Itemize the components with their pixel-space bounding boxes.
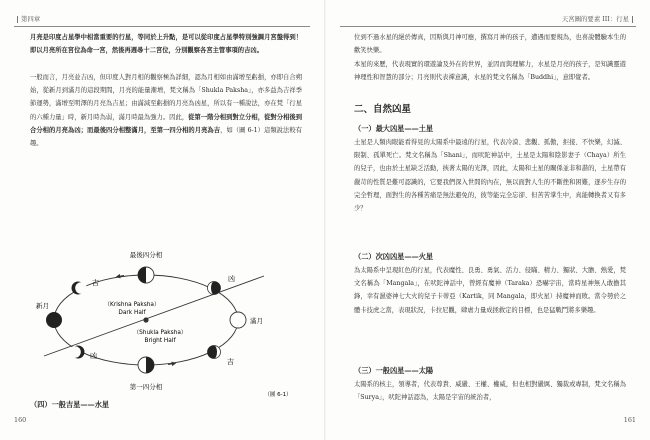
krishna-paksha-label: （Krishna Paksha） (104, 302, 160, 308)
full-moon-label: 滿月 (250, 317, 263, 325)
dark-half-label: Dark Half (118, 310, 146, 316)
waxing-crescent-icon (69, 346, 84, 359)
waning-gibbous-icon (208, 282, 221, 295)
shukla-paksha-label: （Shukla Paksha） (133, 330, 187, 336)
right-running-head: 天宮圖的要素 III：行星 (562, 14, 636, 23)
right-header-rule (340, 26, 636, 27)
mercury-section-heading: （四）一般吉星——水星 (30, 400, 110, 409)
moon-phase-text: 一般而言，月亮並吉凶，但印度人對月相的觀察極為詳細，認為月相如由滿增至虧損，亦即自合朔始，從新月到滿月的這段期間，月亮的能量漸增，梵文稱為「Shukla Paksha」，亦多益為吉祥季節運勢，滿增至明澤的月亮為吉星；由滿減至虧損的月亮為凶星，所以有一種說法，亦在梵「行星的六種力量」時，新月時為弱，滿月時最為強力。因此， (30, 74, 302, 121)
new-moon-icon (46, 312, 62, 328)
bright-half-label: Bright Half (144, 338, 176, 344)
book-gutter (324, 0, 326, 440)
ji-label-top-left: 吉 (92, 279, 99, 287)
left-running-head: 第四章 (14, 14, 40, 23)
figure-caption: （圖 6-1） (264, 392, 292, 398)
moon-phase-bold-text: 從第一階分相到對立分相，從對分相後到合分相的月亮為凶；而最後四分相整滿月，至第一四分相的月亮為吉 (30, 113, 302, 134)
left-moon-phase-paragraph (30, 71, 302, 243)
malefic-section-heading: 二、自然凶星 (354, 104, 412, 115)
sun-paragraph: 太陽系的核主，領導者，代表尊貴、威嚴、王權、權威，但也相對嚴厲、獨裁或專制，梵文名稱為「Surya」，吠陀神話認為，太陽是宇宙的統治者， (354, 381, 626, 402)
saturn-paragraph: 土星是人類肉眼能看得見的太陽系中最遠的行星，代表冷漠、悲觀、孤傲，拒接、不快樂，幻滅、限制、孤單死亡。梵文名稱為「Shani」，而吠陀神話中，土星是太陽和陰影妻子（Chaya）所生的兒子，也由於土星缺乏活動，挾著太陽的光澤，因此，太陽和土星的關係並非和諧的，土星帶有嚴苛的性質是難可認識的，它要我們深入世間的內在，無以面對人生的不斷挫和困難，逐步生存的完全哲理，面對生的各種苦痛是無法避免的，彼等能完全忘卻、但苦苦掌生中，真能轉換者又有多少？ (354, 139, 626, 213)
new-moon-label: 新月 (36, 302, 49, 310)
full-moon-icon (230, 312, 246, 328)
mars-heading: （二）次凶凶星——火星 (354, 252, 434, 261)
right-page (332, 0, 644, 440)
left-page (6, 0, 318, 440)
moon-phase-tail-text: ，如（圖 6-1）這類說法較有趣。 (30, 126, 302, 148)
last-quarter-label: 最後四分相 (129, 251, 163, 259)
waning-crescent-icon (72, 282, 87, 295)
sun-heading: （三）一般凶星——太陽 (354, 366, 434, 375)
last-quarter-moon-icon (138, 267, 154, 283)
left-page-number: 160 (14, 416, 27, 424)
left-header-rule (14, 26, 310, 27)
first-quarter-moon-icon (138, 357, 154, 373)
xiong-label-bottom-left: 凶 (90, 352, 97, 360)
left-intro-paragraph: 月亮是印度占星學中相當重要的行星，等同於上升點，是可以從印度占星學特別強調月宮盤得到！即以月亮所在宮位為命一宮，然後再週尋十二宮位，分別觀察各宮主管事項的吉凶。 (30, 34, 302, 55)
right-page-number: 161 (623, 416, 636, 424)
mars-paragraph: 為太陽系中呈現紅色的行星，代表魔性、良勇、勇氣、活力、侵瞞、精力、獨狀、大膽、熱愛，梵文名稱為「Mangala」，在吠陀神話中，曾經有魔神（Taraka）恐嚇宇宙，當時星神無人敢擔其鋒，幸有濕婆神七大火的兒子卡蒂亞（Kartik，同 Mangala，即火星）持魔神而敗。當令勢於之體卡技虎之當，表現狀況，卡拉尼觀，肆虐力量成拯救定的目標，也是猛戰鬥將多樂趣。 (354, 267, 626, 314)
ji-label-bottom-right: 吉 (227, 358, 234, 366)
mercury-continuation-paragraph: 位到不過水星的絕於傳真，因斯與月神可應，撰寫月神的孩子，遭遇而要規為，也喜說體驗本生的歡笑快樂。 (354, 34, 626, 55)
moon-phase-diagram (28, 244, 298, 398)
mercury-buddhi-paragraph: 本星的來歷，代表現實的環遊論及外在的世界，並因而與理解力，水星是月亮的孩子，是知識靈遊神理性和智慧的部分；月亮則代表禪意識，水星的梵文名稱為「Buddhi」，意即覺者。 (354, 61, 626, 82)
earth-center (143, 317, 148, 322)
xiong-label-top-right: 凶 (228, 275, 235, 283)
first-quarter-label: 第一四分相 (129, 383, 163, 391)
waxing-gibbous-icon (208, 346, 221, 359)
saturn-heading: （一）最大凶星——土星 (354, 124, 434, 133)
